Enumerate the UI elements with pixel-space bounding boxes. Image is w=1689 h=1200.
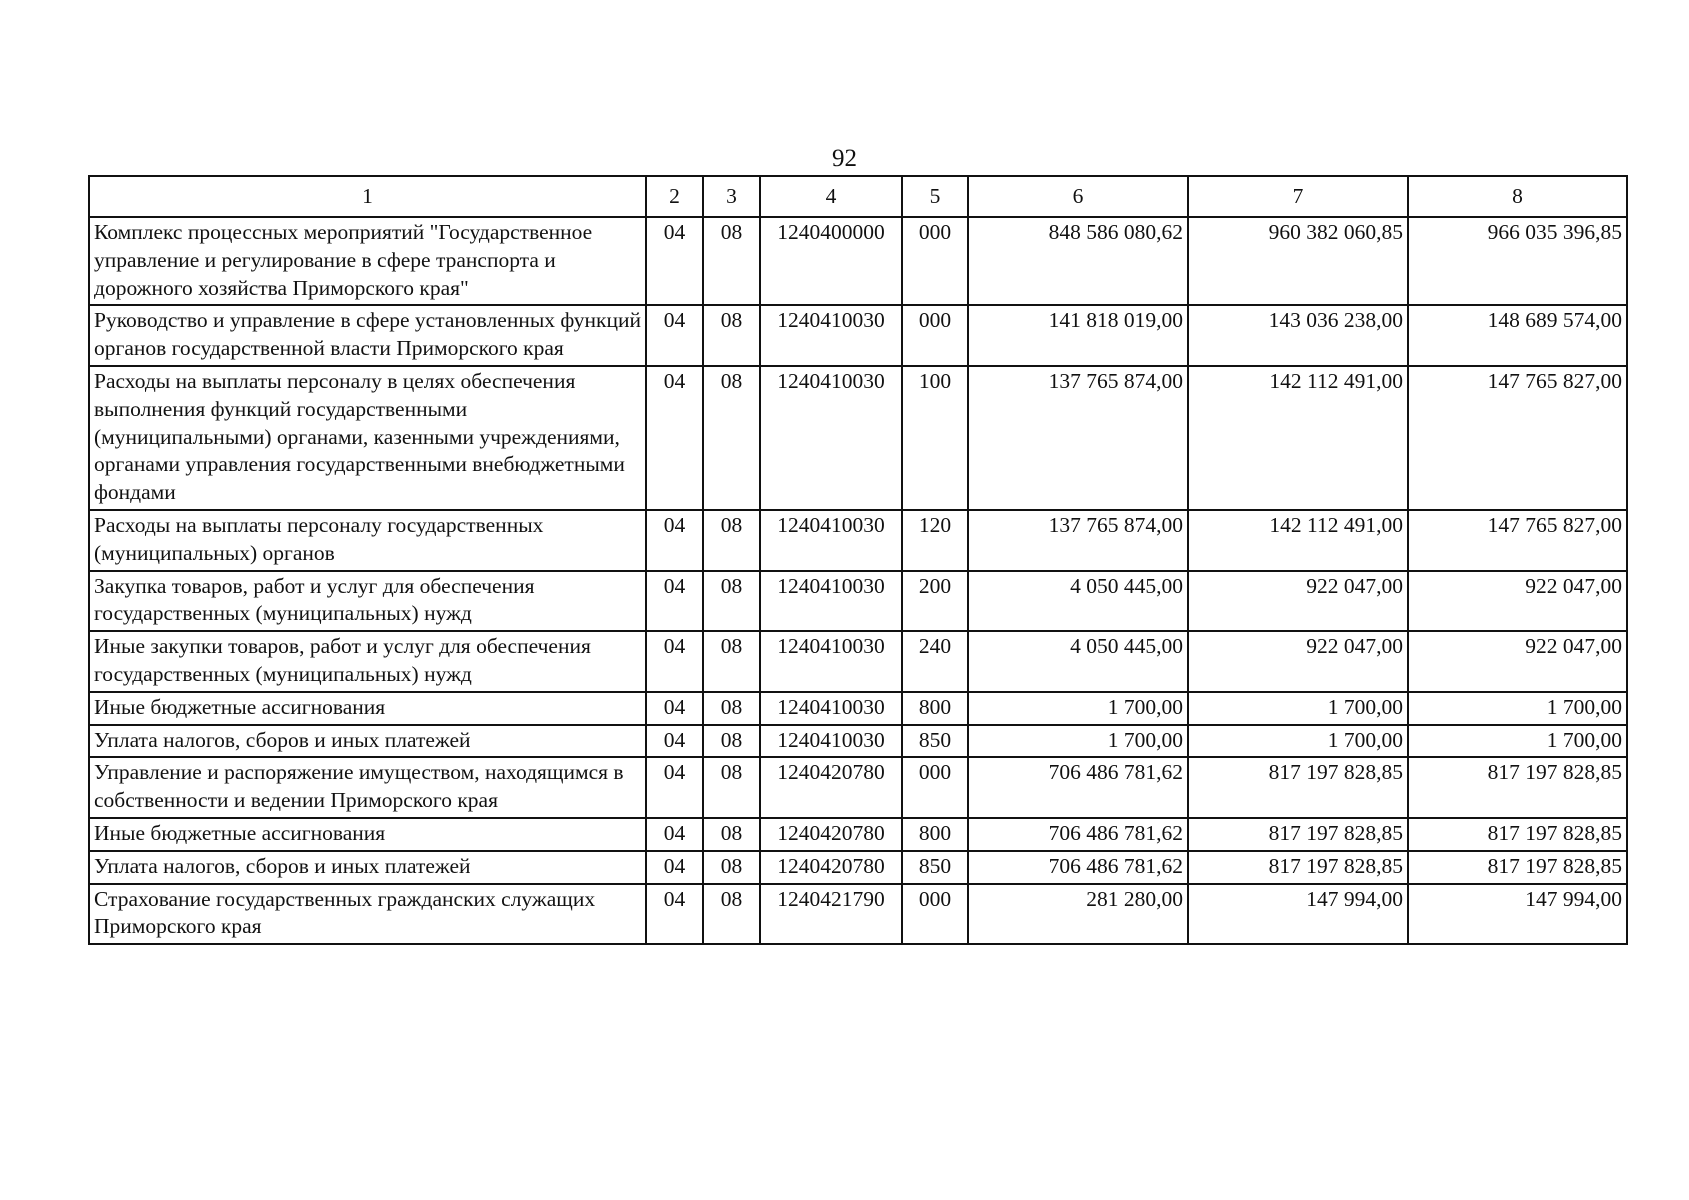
table-row <box>89 217 1627 305</box>
header-col-5: 5 <box>902 176 968 217</box>
header-col-6: 6 <box>968 176 1188 217</box>
table-row <box>89 510 1627 571</box>
row-amount-col7: 817 197 828,85 <box>1188 818 1408 851</box>
table-row <box>89 571 1627 632</box>
row-name: Закупка товаров, работ и услуг для обеспечения государственных (муниципальных) нужд <box>89 571 646 632</box>
row-section: 04 <box>646 851 703 884</box>
row-name: Комплекс процессных мероприятий "Государственное управление и регулирование в сфере транспорта и дорожного хозяйства Приморского края" <box>89 217 646 305</box>
header-col-2: 2 <box>646 176 703 217</box>
header-col-8: 8 <box>1408 176 1627 217</box>
row-target-code: 1240410030 <box>760 631 902 692</box>
row-target-code: 1240410030 <box>760 510 902 571</box>
table-row <box>89 631 1627 692</box>
row-name: Уплата налогов, сборов и иных платежей <box>89 851 646 884</box>
row-amount-col7: 922 047,00 <box>1188 571 1408 632</box>
row-subsection: 08 <box>703 305 760 366</box>
row-target-code: 1240420780 <box>760 818 902 851</box>
row-amount-col8: 147 765 827,00 <box>1408 510 1627 571</box>
row-name: Управление и распоряжение имуществом, находящимся в собственности и ведении Приморского края <box>89 757 646 818</box>
table-row <box>89 818 1627 851</box>
row-amount-col6: 137 765 874,00 <box>968 366 1188 510</box>
row-amount-col8: 817 197 828,85 <box>1408 757 1627 818</box>
row-target-code: 1240420780 <box>760 757 902 818</box>
row-amount-col6: 706 486 781,62 <box>968 851 1188 884</box>
table-row <box>89 725 1627 758</box>
row-subsection: 08 <box>703 851 760 884</box>
row-target-code: 1240400000 <box>760 217 902 305</box>
row-expense-type: 240 <box>902 631 968 692</box>
row-name: Иные бюджетные ассигнования <box>89 818 646 851</box>
row-expense-type: 800 <box>902 692 968 725</box>
row-name: Уплата налогов, сборов и иных платежей <box>89 725 646 758</box>
header-col-1: 1 <box>89 176 646 217</box>
row-section: 04 <box>646 631 703 692</box>
row-expense-type: 800 <box>902 818 968 851</box>
row-target-code: 1240410030 <box>760 692 902 725</box>
row-amount-col7: 1 700,00 <box>1188 725 1408 758</box>
row-section: 04 <box>646 305 703 366</box>
row-target-code: 1240420780 <box>760 851 902 884</box>
row-amount-col6: 281 280,00 <box>968 884 1188 945</box>
header-col-3: 3 <box>703 176 760 217</box>
table-row <box>89 757 1627 818</box>
row-expense-type: 120 <box>902 510 968 571</box>
table-row <box>89 305 1627 366</box>
row-subsection: 08 <box>703 217 760 305</box>
row-expense-type: 000 <box>902 217 968 305</box>
row-amount-col7: 147 994,00 <box>1188 884 1408 945</box>
table-row <box>89 692 1627 725</box>
row-amount-col7: 142 112 491,00 <box>1188 366 1408 510</box>
row-name: Иные бюджетные ассигнования <box>89 692 646 725</box>
row-amount-col6: 706 486 781,62 <box>968 757 1188 818</box>
row-name: Расходы на выплаты персоналу в целях обеспечения выполнения функций государственными (муниципальными) органами, казенными учреждениями, органами управления государственными внебюджетными фондами <box>89 366 646 510</box>
row-target-code: 1240410030 <box>760 305 902 366</box>
row-subsection: 08 <box>703 510 760 571</box>
row-expense-type: 000 <box>902 305 968 366</box>
row-section: 04 <box>646 692 703 725</box>
row-expense-type: 850 <box>902 725 968 758</box>
row-amount-col6: 4 050 445,00 <box>968 631 1188 692</box>
row-subsection: 08 <box>703 757 760 818</box>
row-subsection: 08 <box>703 818 760 851</box>
row-amount-col7: 142 112 491,00 <box>1188 510 1408 571</box>
row-amount-col6: 848 586 080,62 <box>968 217 1188 305</box>
row-subsection: 08 <box>703 884 760 945</box>
row-target-code: 1240421790 <box>760 884 902 945</box>
row-target-code: 1240410030 <box>760 725 902 758</box>
row-section: 04 <box>646 725 703 758</box>
row-amount-col8: 922 047,00 <box>1408 571 1627 632</box>
row-subsection: 08 <box>703 366 760 510</box>
row-target-code: 1240410030 <box>760 571 902 632</box>
row-amount-col7: 922 047,00 <box>1188 631 1408 692</box>
row-amount-col6: 4 050 445,00 <box>968 571 1188 632</box>
row-section: 04 <box>646 510 703 571</box>
row-name: Иные закупки товаров, работ и услуг для обеспечения государственных (муниципальных) нужд <box>89 631 646 692</box>
row-amount-col8: 922 047,00 <box>1408 631 1627 692</box>
row-target-code: 1240410030 <box>760 366 902 510</box>
row-amount-col7: 143 036 238,00 <box>1188 305 1408 366</box>
row-expense-type: 850 <box>902 851 968 884</box>
row-amount-col6: 706 486 781,62 <box>968 818 1188 851</box>
row-expense-type: 000 <box>902 884 968 945</box>
row-section: 04 <box>646 217 703 305</box>
row-amount-col8: 147 765 827,00 <box>1408 366 1627 510</box>
row-amount-col7: 960 382 060,85 <box>1188 217 1408 305</box>
row-section: 04 <box>646 571 703 632</box>
row-amount-col6: 141 818 019,00 <box>968 305 1188 366</box>
row-section: 04 <box>646 757 703 818</box>
row-section: 04 <box>646 818 703 851</box>
row-name: Руководство и управление в сфере установленных функций органов государственной власти Приморского края <box>89 305 646 366</box>
row-amount-col8: 147 994,00 <box>1408 884 1627 945</box>
row-subsection: 08 <box>703 631 760 692</box>
row-amount-col8: 817 197 828,85 <box>1408 818 1627 851</box>
row-name: Страхование государственных гражданских служащих Приморского края <box>89 884 646 945</box>
row-section: 04 <box>646 884 703 945</box>
row-subsection: 08 <box>703 571 760 632</box>
row-section: 04 <box>646 366 703 510</box>
row-subsection: 08 <box>703 692 760 725</box>
row-expense-type: 100 <box>902 366 968 510</box>
table-row <box>89 851 1627 884</box>
row-amount-col8: 1 700,00 <box>1408 692 1627 725</box>
row-amount-col6: 1 700,00 <box>968 692 1188 725</box>
row-amount-col7: 1 700,00 <box>1188 692 1408 725</box>
table-row <box>89 366 1627 510</box>
row-amount-col8: 966 035 396,85 <box>1408 217 1627 305</box>
page-number: 92 <box>832 145 857 172</box>
row-expense-type: 200 <box>902 571 968 632</box>
budget-table <box>88 175 1628 945</box>
table-row <box>89 884 1627 945</box>
row-amount-col8: 817 197 828,85 <box>1408 851 1627 884</box>
row-amount-col8: 1 700,00 <box>1408 725 1627 758</box>
row-subsection: 08 <box>703 725 760 758</box>
row-expense-type: 000 <box>902 757 968 818</box>
header-col-7: 7 <box>1188 176 1408 217</box>
header-row <box>89 176 1627 217</box>
row-amount-col6: 1 700,00 <box>968 725 1188 758</box>
row-amount-col7: 817 197 828,85 <box>1188 851 1408 884</box>
header-col-4: 4 <box>760 176 902 217</box>
row-amount-col8: 148 689 574,00 <box>1408 305 1627 366</box>
row-amount-col6: 137 765 874,00 <box>968 510 1188 571</box>
row-name: Расходы на выплаты персоналу государственных (муниципальных) органов <box>89 510 646 571</box>
row-amount-col7: 817 197 828,85 <box>1188 757 1408 818</box>
